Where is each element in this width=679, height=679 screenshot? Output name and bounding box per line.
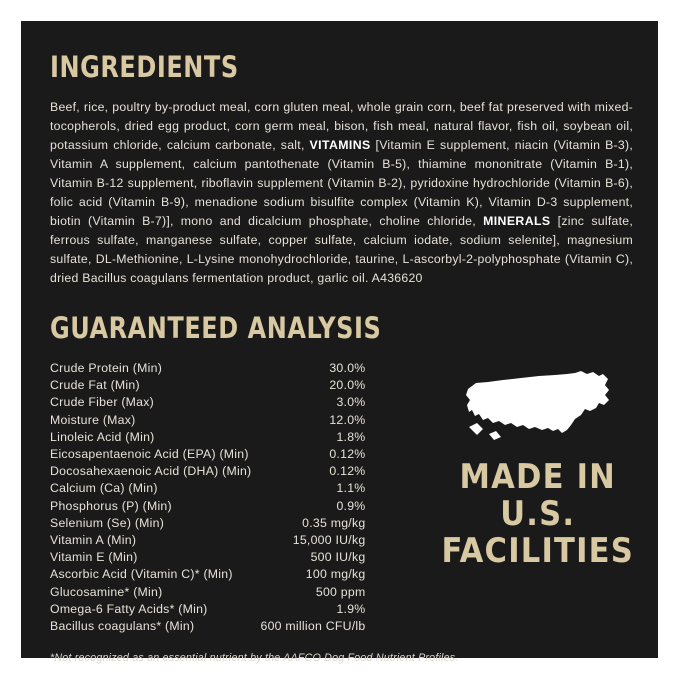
analysis-row <box>50 480 365 497</box>
analysis-value: 100 mg/kg <box>305 567 366 582</box>
analysis-nutrient: Crude Fiber (Max) <box>50 395 155 410</box>
analysis-nutrient: Moisture (Max) <box>50 412 136 427</box>
badge-line-1: MADE IN <box>459 457 616 498</box>
analysis-value: 1.8% <box>336 429 366 444</box>
badge-line-2: U.S. <box>500 494 576 535</box>
analysis-nutrient: Linoleic Acid (Min) <box>50 429 155 444</box>
analysis-nutrient: Selenium (Se) (Min) <box>50 515 165 530</box>
analysis-nutrient: Vitamin A (Min) <box>50 532 137 547</box>
analysis-section <box>50 359 634 634</box>
analysis-value: 1.1% <box>336 481 366 496</box>
analysis-row <box>50 514 365 531</box>
analysis-value: 0.9% <box>336 498 366 513</box>
usa-map-icon <box>441 367 634 445</box>
guaranteed-analysis-table <box>50 359 365 634</box>
analysis-row <box>50 463 365 480</box>
analysis-row <box>50 497 365 514</box>
analysis-value: 500 IU/kg <box>310 550 366 565</box>
analysis-value: 15,000 IU/kg <box>292 532 366 547</box>
analysis-row <box>50 617 365 634</box>
badge-line-3: FACILITIES <box>441 530 634 571</box>
analysis-nutrient: Phosphorus (P) (Min) <box>50 498 172 513</box>
analysis-nutrient: Docosahexaenoic Acid (DHA) (Min) <box>50 464 252 479</box>
label-content <box>50 37 634 664</box>
analysis-nutrient: Crude Fat (Min) <box>50 378 140 393</box>
analysis-nutrient: Vitamin E (Min) <box>50 550 138 565</box>
ingredients-text: [zinc sulfate, ferrous sulfate, manganese sulfate, copper sulfate, calcium iodate, sodium selenite], magnesium sulfate, DL-Methionine, L-Lysine monohydrochloride, taurine, L-ascorbyl-2-polyphosphate (Vitamin C), dried Bacillus coagulans fermentation product, garlic oil. A436620 <box>50 214 633 286</box>
made-in-usa-badge <box>441 359 634 569</box>
analysis-value: 20.0% <box>329 378 366 393</box>
analysis-row <box>50 428 365 445</box>
analysis-row <box>50 394 365 411</box>
analysis-row <box>50 583 365 600</box>
aafco-footnote: *Not recognized as an essential nutrient by the AAFCO Dog Food Nutrient Profiles. <box>50 652 459 665</box>
analysis-nutrient: Ascorbic Acid (Vitamin C)* (Min) <box>50 567 233 582</box>
ingredients-heading: INGREDIENTS <box>50 50 239 84</box>
ingredients-emphasis: VITAMINS <box>309 138 371 153</box>
ingredients-paragraph <box>50 98 633 288</box>
analysis-row <box>50 549 365 566</box>
analysis-value: 30.0% <box>329 361 366 376</box>
analysis-nutrient: Glucosamine* (Min) <box>50 584 163 599</box>
analysis-value: 0.12% <box>329 447 366 461</box>
guaranteed-analysis-heading: GUARANTEED ANALYSIS <box>50 311 382 346</box>
analysis-value: 0.35 mg/kg <box>302 515 366 530</box>
ingredients-text: Beef, rice, poultry by-product meal, corn gluten meal, whole grain corn, beef fat preserved with mixed-tocopherols, dried egg product, corn germ meal, bison, fish meal, natural flavor, fish oil, soybean oil, potassium chloride, calcium carbonate, salt, <box>50 100 633 153</box>
analysis-value: 500 ppm <box>315 584 366 599</box>
analysis-value: 1.9% <box>336 601 366 616</box>
analysis-value: 600 million CFU/lb <box>260 618 366 633</box>
analysis-row <box>50 411 365 428</box>
analysis-value: 12.0% <box>329 412 366 427</box>
analysis-nutrient: Eicosapentaenoic Acid (EPA) (Min) <box>50 447 249 461</box>
badge-text <box>441 459 634 569</box>
analysis-nutrient: Crude Protein (Min) <box>50 361 163 376</box>
analysis-row <box>50 377 365 394</box>
nutrition-label-panel <box>21 21 658 665</box>
ingredients-emphasis: MINERALS <box>483 214 551 229</box>
analysis-nutrient: Omega-6 Fatty Acids* (Min) <box>50 601 208 616</box>
analysis-row <box>50 531 365 548</box>
ingredients-text: [Vitamin E supplement, niacin (Vitamin B-3), Vitamin A supplement, calcium pantothenate (Vitamin B-5), thiamine mononitrate (Vitamin B-1), Vitamin B-12 supplement, riboflavin supplement (Vitamin B-2), pyridoxine hydrochloride (Vitamin B-6), folic acid (Vitamin B-9), menadione sodium bisulfite complex (Vitamin K), Vitamin D-3 supplement, biotin (Vitamin B-7)], mono and dicalcium phosphate, choline chloride, <box>50 138 633 229</box>
analysis-value: 3.0% <box>336 395 366 410</box>
analysis-row <box>50 600 365 617</box>
analysis-value: 0.12% <box>329 464 366 479</box>
analysis-row <box>50 445 365 462</box>
analysis-nutrient: Bacillus coagulans* (Min) <box>50 618 195 633</box>
analysis-nutrient: Calcium (Ca) (Min) <box>50 481 158 496</box>
analysis-row <box>50 566 365 583</box>
analysis-row <box>50 359 365 376</box>
